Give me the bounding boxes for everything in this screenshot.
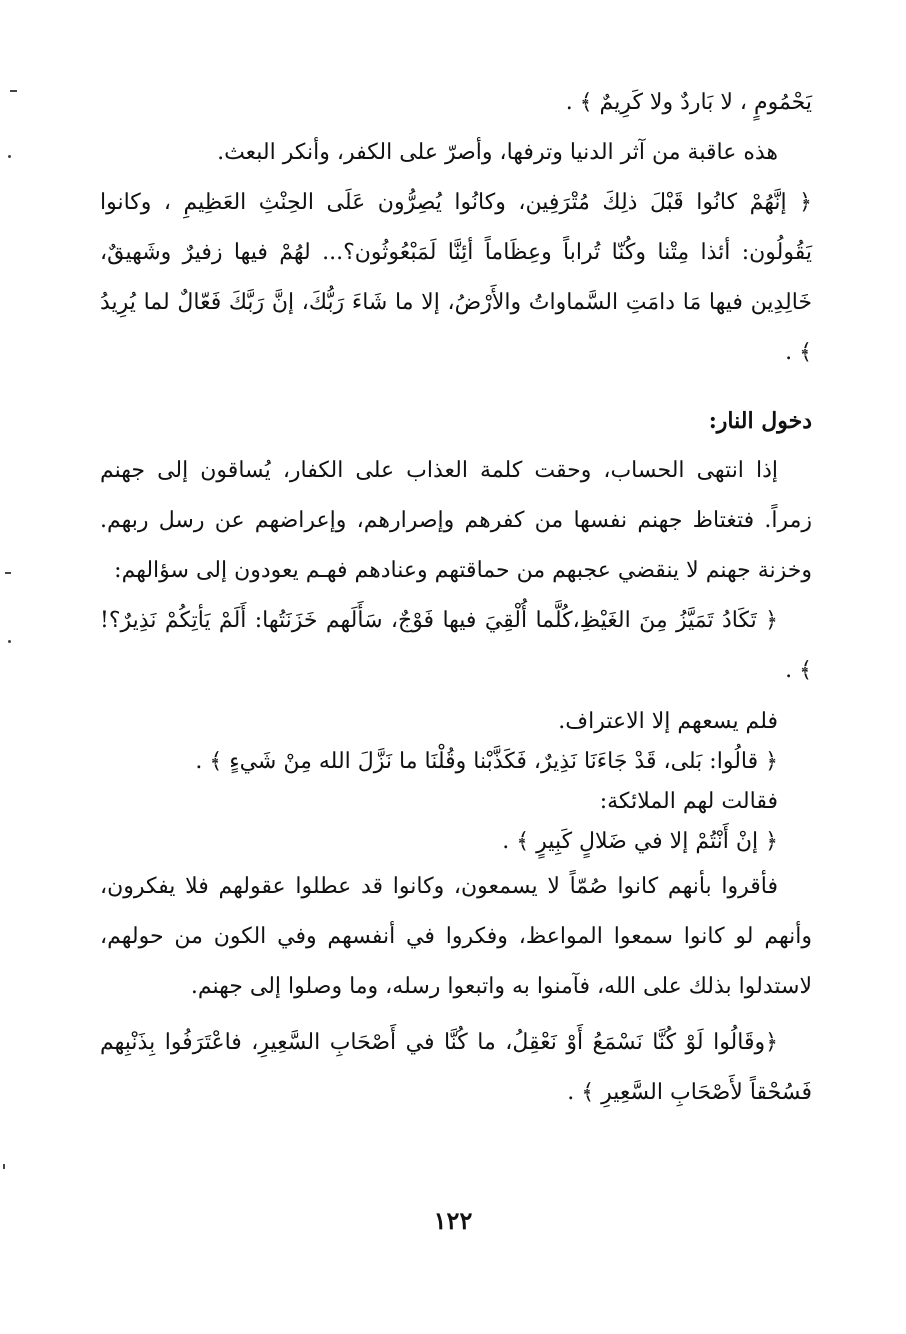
scan-mark <box>5 572 11 574</box>
page-number: ١٢٢ <box>433 1206 473 1235</box>
quran-verse: ﴿ قالُوا: بَلى، قَدْ جَاءَنَا نَذِيرٌ، فَكَذَّبْنا وقُلْنَا ما نَزَّلَ الله مِنْ شَيءٍ ﴾ . <box>195 749 778 774</box>
paragraph: فقالت لهم الملائكة: <box>599 789 778 814</box>
paragraph: إذا انتهى الحساب، وحقت كلمة العذاب على الكفار، يُساقون إلى جهنم زمراً. فتغتاظ جهنم نفسها من كفرهم وإصرارهم، وإعراضهم عن رسل ربهم. وخزنة جهنم لا ينقضي عجبهم من حماقتهم وعنادهم فهـم يعودون إلى سؤالهم: <box>100 458 812 583</box>
quran-verse: ﴿ إنْ أَنْتُمْ إلا في ضَلالٍ كَبِيرٍ ﴾ . <box>502 829 778 854</box>
paragraph: فلم يسعهم إلا الاعتراف. <box>558 709 778 734</box>
quran-verse: ﴿ تَكَادُ تَمَيَّزُ مِنَ الغَيْظِ،كُلَّما أُلْقِيَ فيها فَوْجٌ، سَأَلَهم خَزَنَتُها: أَلَمْ يَأتِكُمْ نَذِيرٌ؟! ﴾ . <box>100 608 812 683</box>
spacer <box>100 378 812 396</box>
paragraph: هذه عاقبة من آثر الدنيا وترفها، وأصرّ على الكفر، وأنكر البعث. <box>217 140 778 165</box>
quran-verse: ﴿وقَالُوا لَوْ كُنَّا نَسْمَعُ أَوْ نَعْقِلُ، ما كُنَّا في أَصْحَابِ السَّعِيرِ، فاعْتَرَفُوا بِذَنْبِهم فَسُحْقاً لأَصْحَابِ السَّعِيرِ ﴾ . <box>100 1030 812 1105</box>
quran-verse: ﴿ إنَّهُمْ كانُوا قَبْلَ ذلِكَ مُتْرَفِين، وكانُوا يُصِرُّون عَلَى الحِنْثِ العَظِيمِ ، وكانوا يَقُولُون: أئذا مِتْنا وكُنّا تُراباً وعِظَاماً أئِنَّا لَمَبْعُوثُون؟... لهُمْ فيها زفيرٌ وشَهيقٌ، خَالِدِين فيها مَا دامَتِ السَّماواتُ والأَرْضُ، إلا ما شَاءَ رَبُّكَ، إنَّ رَبَّكَ فَعّالٌ لما يُرِيدُ ﴾ . <box>100 190 812 365</box>
section-heading: دخول النار: <box>708 408 812 434</box>
paragraph: فأقروا بأنهم كانوا صُمّاً لا يسمعون، وكانوا قد عطلوا عقولهم فلا يفكرون، وأنهم لو كانوا سمعوا المواعظ، وفكروا في أنفسهم وفي الكون من حولهم، لاستدلوا بذلك على الله، فآمنوا به واتبعوا رسله، وما وصلوا إلى جهنم. <box>100 874 812 999</box>
scan-mark <box>8 640 11 643</box>
scan-mark <box>8 155 11 158</box>
page-body <box>100 78 812 1118</box>
verse-continuation: يَحْمُومٍ ، لا بَاردٌ ولا كَرِيمٌ ﴾ . <box>565 90 812 115</box>
scan-mark <box>10 90 17 92</box>
scan-mark <box>3 1164 5 1169</box>
